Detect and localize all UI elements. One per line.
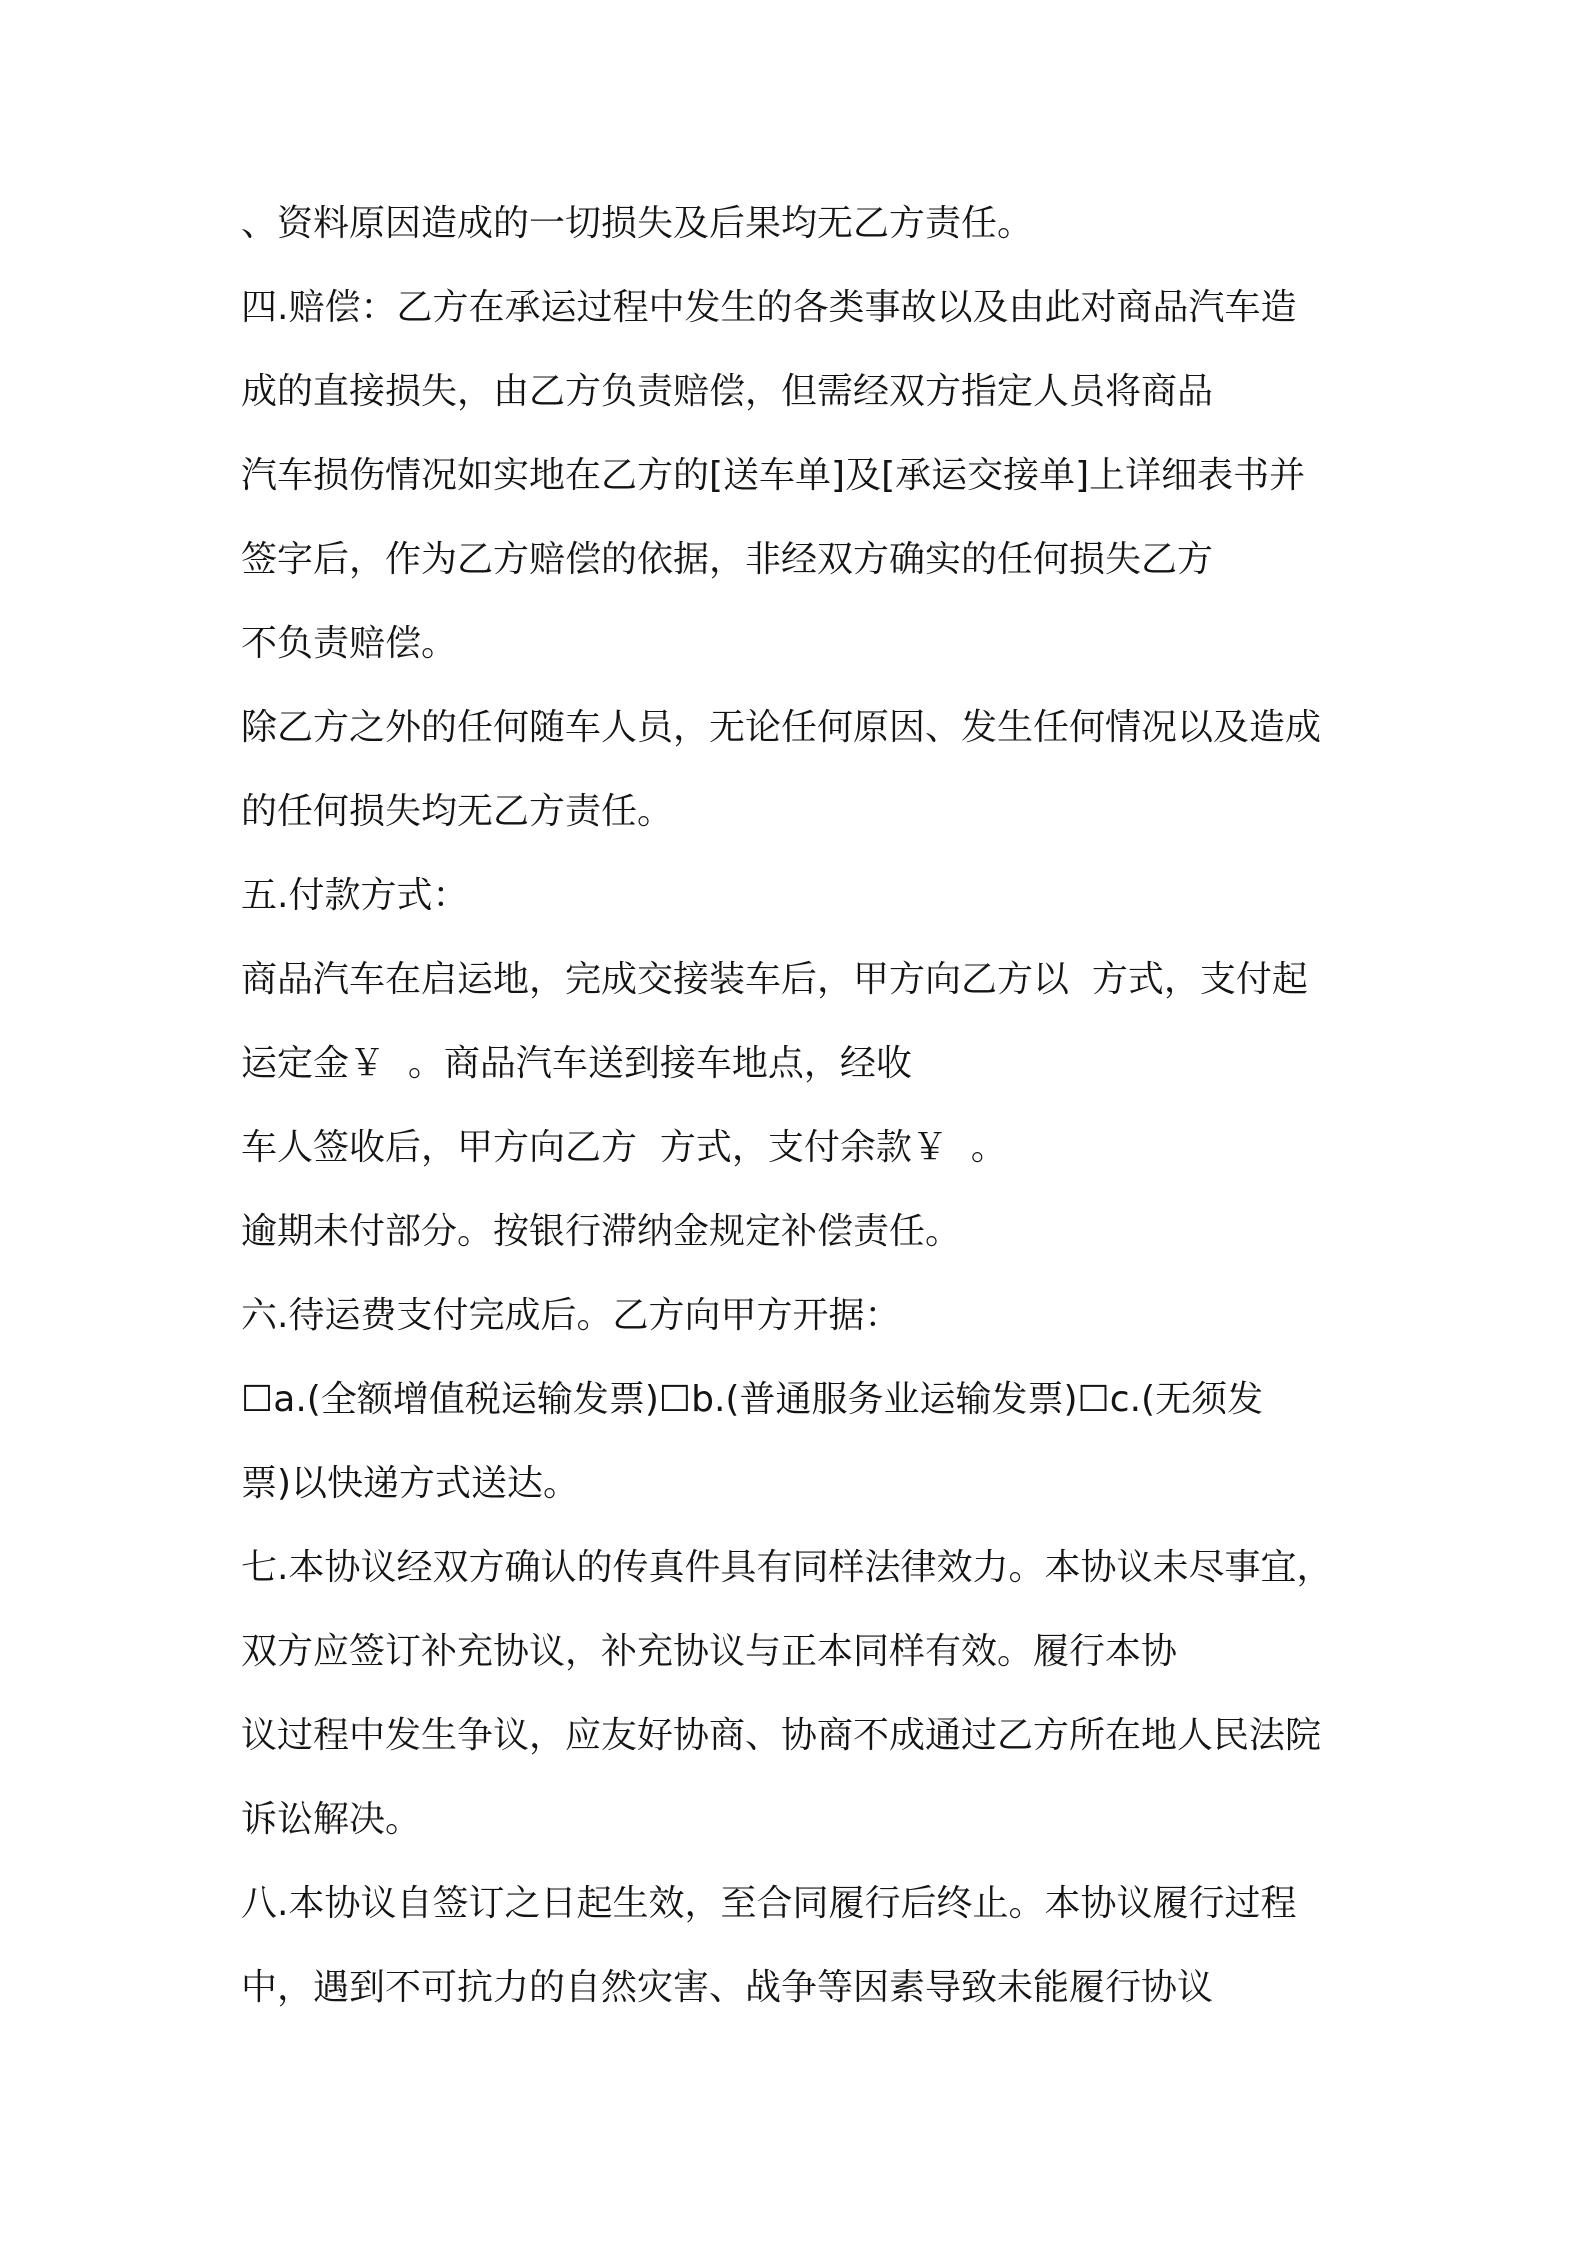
text-line: 七.本协议经双方确认的传真件具有同样法律效力。本协议未尽事宜，: [241, 1547, 1333, 1588]
text-line: 票)以快递方式送达。: [241, 1463, 580, 1504]
text-line: 六.待运费支付完成后。乙方向甲方开据：: [241, 1295, 901, 1336]
text-line: 议过程中发生争议，应友好协商、协商不成通过乙方所在地人民法院: [241, 1715, 1322, 1756]
text-line: 除乙方之外的任何随车人员，无论任何原因、发生任何情况以及造成: [241, 707, 1322, 748]
text-line: 四.赔偿：乙方在承运过程中发生的各类事故以及由此对商品汽车造: [241, 287, 1297, 328]
section-heading: 五.付款方式：: [241, 875, 469, 916]
text-line: 不负责赔偿。: [241, 623, 458, 664]
text-line: 成的直接损失，由乙方负责赔偿，但需经双方指定人员将商品: [241, 371, 1214, 412]
text-line: 商品汽车在启运地，完成交接装车后，甲方向乙方以 方式，支付起: [241, 959, 1308, 1000]
text-line: 八.本协议自签订之日起生效，至合同履行后终止。本协议履行过程: [241, 1883, 1297, 1924]
text-line: 汽车损伤情况如实地在乙方的[送车单]及[承运交接单]上详细表书并: [241, 455, 1306, 496]
text-line: 运定金￥ 。商品汽车送到接车地点，经收: [241, 1043, 912, 1084]
text-line: 、资料原因造成的一切损失及后果均无乙方责任。: [241, 203, 1034, 244]
text-line: 诉讼解决。: [241, 1799, 422, 1840]
text-line: 签字后，作为乙方赔偿的依据，非经双方确实的任何损失乙方: [241, 539, 1214, 580]
text-line: ☐a.(全额增值税运输发票)☐b.(普通服务业运输发票)☐c.(无须发: [241, 1379, 1264, 1420]
text-line: 的任何损失均无乙方责任。: [241, 791, 674, 832]
text-line: 车人签收后，甲方向乙方 方式，支付余款￥ 。: [241, 1127, 1007, 1168]
text-line: 逾期未付部分。按银行滞纳金规定补偿责任。: [241, 1211, 962, 1252]
text-line: 双方应签订补充协议，补充协议与正本同样有效。履行本协: [241, 1631, 1178, 1672]
text-line: 中，遇到不可抗力的自然灾害、战争等因素导致未能履行协议: [241, 1967, 1214, 2008]
